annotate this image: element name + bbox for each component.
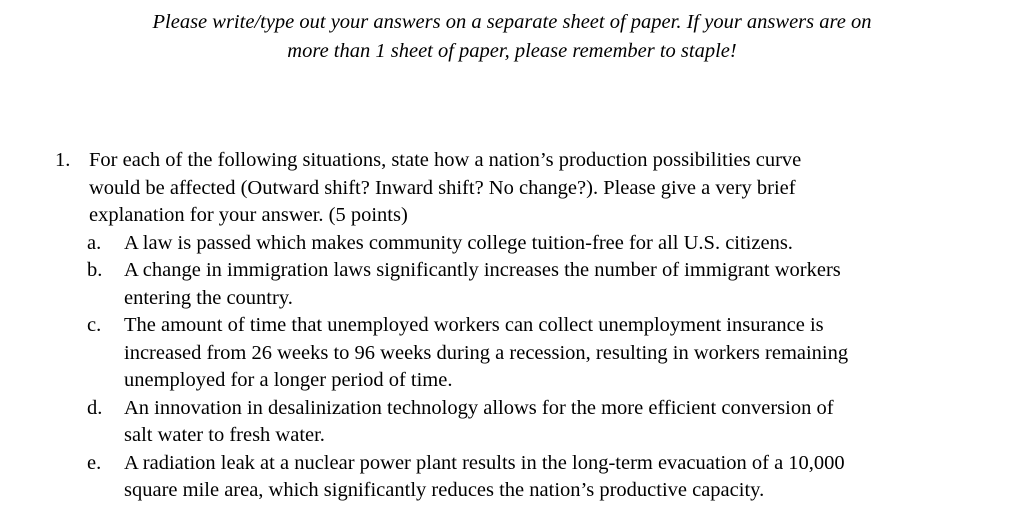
sub-question-letter: a. — [87, 231, 102, 254]
sub-question-line: increased from 26 weeks to 96 weeks during a recession, resulting in workers remaining — [124, 341, 849, 364]
sub-question-line: salt water to fresh water. — [124, 424, 325, 446]
sub-question-line: A law is passed which makes community college tuition-free for all U.S. citizens. — [124, 231, 793, 254]
sub-question-line: An innovation in desalinization technology allows for the more efficient conversion of — [124, 396, 834, 419]
sub-question-e — [55, 450, 1015, 505]
question-text-line: explanation for your answer. (5 points) — [89, 204, 408, 226]
sub-question-text — [124, 230, 1015, 258]
sub-question-a — [55, 230, 1015, 258]
sub-question-d — [55, 395, 1015, 450]
sub-question-text — [124, 312, 1015, 395]
instructions-line-2: more than 1 sheet of paper, please remember to staple! — [287, 40, 737, 62]
sub-question-letter: b. — [87, 259, 103, 281]
sub-question-c — [55, 312, 1015, 395]
sub-question-line: A radiation leak at a nuclear power plant results in the long-term evacuation of a 10,000 — [124, 451, 845, 474]
sub-question-text — [124, 450, 1015, 505]
sub-question-line: square mile area, which significantly reduces the nation’s productive capacity. — [124, 479, 765, 501]
sub-question-letter: e. — [87, 451, 102, 474]
instructions-line-1: Please write/type out your answers on a separate sheet of paper. If your answers are on — [152, 11, 872, 33]
sub-question-text — [124, 395, 1015, 450]
sub-question-letter: d. — [87, 396, 103, 419]
sub-question-line: unemployed for a longer period of time. — [124, 369, 453, 391]
sub-question-line: A change in immigration laws significantly increases the number of immigrant workers — [124, 259, 841, 281]
question-prompt — [55, 147, 1015, 230]
question-text — [89, 147, 1015, 230]
sub-question-text — [124, 257, 1015, 312]
question-text-line: For each of the following situations, state how a nation’s production possibilities curve — [89, 149, 802, 171]
instructions — [0, 8, 1024, 66]
sub-question-letter: c. — [87, 314, 102, 336]
sub-question-line: The amount of time that unemployed workers can collect unemployment insurance is — [124, 314, 824, 336]
sub-question-list — [55, 230, 1015, 505]
sub-question-line: entering the country. — [124, 286, 293, 309]
sub-question-b — [55, 257, 1015, 312]
question-1 — [55, 147, 1015, 505]
question-text-line: would be affected (Outward shift? Inward shift? No change?). Please give a very brief — [89, 176, 796, 199]
question-number: 1. — [55, 149, 71, 171]
